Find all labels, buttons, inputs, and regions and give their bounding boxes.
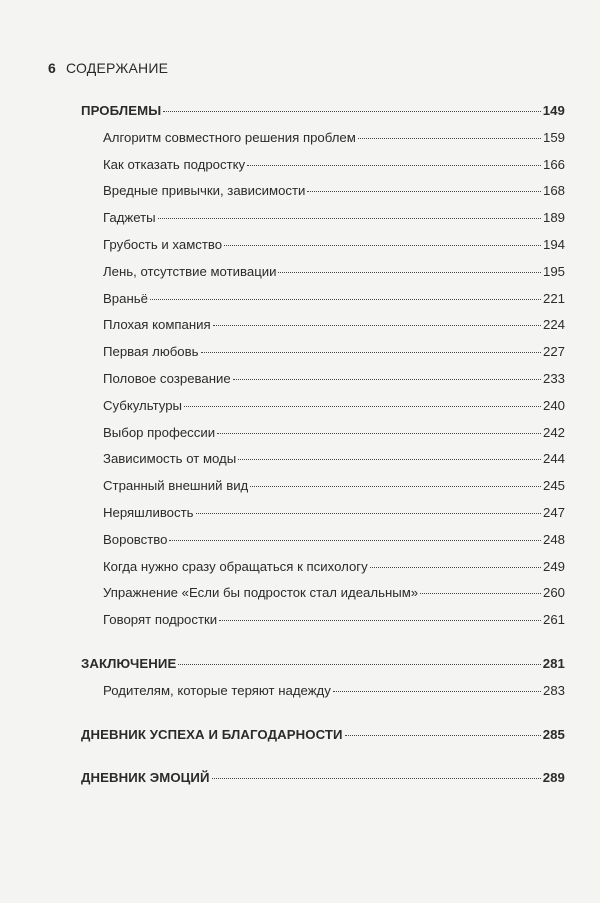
toc-section-problems [81,103,565,130]
toc-item-page: 233 [542,370,565,386]
toc-item-page: 260 [542,585,565,601]
toc-item-page: 283 [542,682,565,698]
dot-leader [212,778,541,779]
toc-item [81,478,565,505]
toc-item-title: Зависимость от моды [103,451,237,467]
toc-item [81,559,565,586]
toc-entry-page: 285 [542,726,565,742]
toc-item [81,210,565,237]
toc-item-title: Вредные привычки, зависимости [103,183,306,199]
toc-item-title: Выбор профессии [103,424,216,440]
dot-leader [333,691,541,692]
section-spacer [81,753,565,770]
toc-section-success-diary [81,727,565,754]
toc-entry-title: ЗАКЛЮЧЕНИЕ [81,655,177,671]
toc-item-page: 189 [542,210,565,226]
dot-leader [233,379,541,380]
toc-item [81,371,565,398]
page-header [48,60,168,76]
dot-leader [213,325,541,326]
toc-item-title: Говорят подростки [103,612,218,628]
toc-item-title: Первая любовь [103,344,199,360]
toc-item-title: Субкультуры [103,397,183,413]
toc-item-page: 247 [542,504,565,520]
toc-item [81,183,565,210]
toc-item-title: Грубость и хамство [103,236,223,252]
section-spacer [81,639,565,656]
dot-leader [224,245,541,246]
toc-item-page: 242 [542,424,565,440]
toc-item-title: Лень, отсутствие мотивации [103,263,277,279]
dot-leader [420,593,541,594]
toc-item-title: Неряшливость [103,504,194,520]
toc-item-title: Гаджеты [103,210,156,226]
toc-entry-title: ДНЕВНИК УСПЕХА И БЛАГОДАРНОСТИ [81,726,343,742]
toc-item [81,157,565,184]
dot-leader [247,165,541,166]
toc-item [81,683,565,710]
toc-item-title: Как отказать подростку [103,156,246,172]
toc-item [81,344,565,371]
toc-item-title: Враньё [103,290,148,306]
toc-item [81,237,565,264]
toc-item-title: Странный внешний вид [103,478,249,494]
toc-subitems-problems [81,130,565,639]
toc-entry-title: ПРОБЛЕМЫ [81,103,162,118]
toc-item-page: 261 [542,612,565,628]
toc-item [81,505,565,532]
dot-leader [217,433,541,434]
dot-leader [163,111,540,112]
toc-section-emotion-diary [81,770,565,797]
dot-leader [178,664,540,665]
toc-item-page: 168 [542,183,565,199]
toc-item-page: 240 [542,397,565,413]
toc-item-title: Родителям, которые теряют надежду [103,682,331,698]
toc-item [81,291,565,318]
toc-item [81,532,565,559]
section-spacer [81,710,565,727]
toc-item-page: 166 [542,156,565,172]
toc-item-page: 224 [542,317,565,333]
toc-item-page: 245 [542,478,565,494]
dot-leader [219,620,541,621]
table-of-contents [81,103,565,797]
toc-item-title: Упражнение «Если бы подросток стал идеальным» [103,585,419,601]
page-number: 6 [48,60,56,76]
toc-item-title: Воровство [103,531,168,547]
dot-leader [358,138,541,139]
toc-item-page: 227 [542,344,565,360]
toc-entry-page: 289 [542,770,565,786]
toc-item-title: Алгоритм совместного решения проблем [103,129,356,145]
dot-leader [184,406,541,407]
toc-item [81,317,565,344]
dot-leader [278,272,541,273]
toc-item [81,425,565,452]
toc-section-conclusion [81,656,565,683]
toc-item-title: Половое созревание [103,370,231,386]
toc-item [81,612,565,639]
toc-item [81,130,565,157]
toc-item-page: 248 [542,531,565,547]
toc-item-page: 159 [542,129,565,145]
toc-entry-page: 281 [542,655,565,671]
toc-entry-title: ДНЕВНИК ЭМОЦИЙ [81,770,210,786]
dot-leader [345,735,541,736]
toc-item [81,398,565,425]
toc-item-page: 249 [542,558,565,574]
dot-leader [158,218,541,219]
toc-item-page: 244 [542,451,565,467]
toc-item-title: Когда нужно сразу обращаться к психологу [103,558,368,574]
dot-leader [196,513,541,514]
toc-entry-page: 149 [542,103,565,118]
toc-item [81,451,565,478]
toc-item-page: 221 [542,290,565,306]
dot-leader [201,352,541,353]
toc-subitems-conclusion [81,683,565,710]
dot-leader [150,299,541,300]
toc-item-page: 195 [542,263,565,279]
toc-item [81,585,565,612]
dot-leader [169,540,541,541]
dot-leader [250,486,541,487]
toc-item [81,264,565,291]
toc-item-title: Плохая компания [103,317,211,333]
running-title: СОДЕРЖАНИЕ [66,60,169,76]
toc-item-page: 194 [542,236,565,252]
dot-leader [370,567,541,568]
dot-leader [238,459,541,460]
dot-leader [307,191,541,192]
